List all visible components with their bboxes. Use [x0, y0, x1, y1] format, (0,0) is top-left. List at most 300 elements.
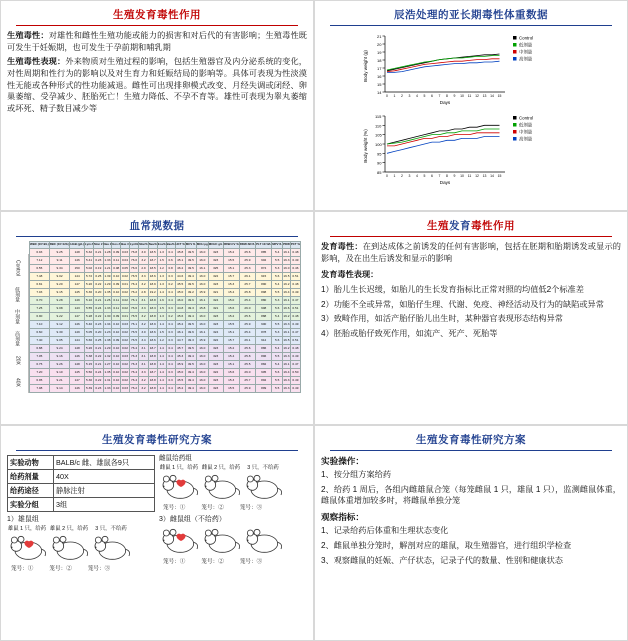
group-label-low: 低剂量	[7, 283, 29, 305]
table-cell: 16.0	[196, 321, 208, 329]
table-cell: 2.8	[139, 289, 149, 297]
table-cell: 0.10	[112, 368, 121, 376]
svg-text:110: 110	[375, 123, 382, 129]
svg-text:16: 16	[377, 74, 382, 79]
cage-label-1: 笼号：①	[163, 505, 186, 512]
cage-label-n2: 笼号：②	[201, 559, 224, 566]
table-cell: 3.2	[139, 376, 149, 384]
table-cell: 15.2	[223, 313, 239, 321]
table-cell: 0.10	[112, 289, 121, 297]
svg-text:12: 12	[475, 94, 479, 98]
table-cell: 0.10	[112, 352, 121, 360]
table-cell: 16.0	[196, 313, 208, 321]
table-cell: 0.3	[166, 305, 175, 313]
table-cell: 9.10	[49, 368, 70, 376]
table-cell: 49.6	[185, 297, 196, 305]
table-cell: 18.8	[148, 376, 157, 384]
table-cell: 0.47	[290, 329, 300, 337]
table-cell: 0.4	[166, 345, 175, 353]
svg-text:Control: Control	[519, 35, 534, 41]
table-cell: 882	[256, 360, 272, 368]
table-cell: 5.41	[84, 257, 93, 265]
table-cell: 0.21	[94, 249, 103, 257]
dev-item-4: 4）胚胎或胎仔致死作用，如流产、死产、死胎等	[321, 328, 498, 338]
text-dev-definition: 在到达成体之前诱发的任何有害影响，包括在胚期和胎期诱发或显示的影响，及在出生后诱发和显示的影响	[321, 242, 621, 263]
paragraph-repro-manifestation	[7, 56, 307, 114]
table-cell: 18.8	[148, 297, 157, 305]
table-cell: 0.49	[290, 352, 300, 360]
table-cell: 3.1	[139, 360, 149, 368]
table-cell: 5.4	[272, 313, 283, 321]
table-cell: 5.50	[84, 368, 93, 376]
slide-title: 生殖发育毒性研究方案	[102, 434, 212, 446]
table-cell: 148	[70, 249, 85, 257]
table-cell: 76.5	[129, 273, 138, 281]
table-cell: 49.4	[185, 368, 196, 376]
row-key-groups: 实验分组	[8, 498, 54, 512]
section-heading-operations: 实验操作：	[321, 456, 364, 466]
slide-title: 辰浩处理的亚长期毒性体重数据	[394, 9, 548, 21]
chart-svg-grams	[355, 30, 587, 108]
table-cell: 0.3	[166, 376, 175, 384]
table-cell: 325	[208, 265, 223, 273]
table-cell: 324	[208, 329, 223, 337]
table-cell: 149	[70, 329, 85, 337]
table-cell: 5.28	[84, 313, 93, 321]
table-cell: 16.5	[283, 337, 291, 345]
table-cell: 5.5	[272, 384, 283, 392]
table-cell: 5.36	[84, 289, 93, 297]
mouse-icon	[49, 533, 89, 563]
svg-text:Body weight (g): Body weight (g)	[363, 50, 368, 82]
svg-text:85: 85	[377, 170, 382, 175]
table-cell: 16.2	[283, 345, 291, 353]
svg-text:95: 95	[377, 151, 382, 157]
svg-text:17: 17	[377, 66, 382, 71]
table-cell: 0.49	[290, 289, 300, 297]
chart-bodyweight-grams	[355, 30, 587, 108]
table-cell: 16.4	[283, 289, 291, 297]
table-cell: 323	[208, 376, 223, 384]
table-cell: 9.05	[49, 337, 70, 345]
group-label-control: Control	[7, 254, 29, 283]
svg-text:14: 14	[377, 90, 382, 95]
table-cell: 0.22	[94, 281, 103, 289]
table-cell: 45.1	[175, 257, 185, 265]
table-cell: 15.2	[223, 345, 239, 353]
table-cell: 15.6	[223, 368, 239, 376]
table-col-header: Mon #	[94, 242, 103, 249]
table-cell: 16.2	[283, 313, 291, 321]
table-cell: 5.5	[272, 352, 283, 360]
slide-study-plan	[0, 425, 314, 641]
table-cell: 26.0	[239, 305, 255, 313]
table-cell: 49.5	[185, 265, 196, 273]
table-cell: 905	[256, 368, 272, 376]
table-cell: 0.48	[290, 345, 300, 353]
operation-item-2: 2、给药 1 周后，各组内雌雄鼠合笼（每笼雌鼠 1 只，雄鼠 1 只），监测雌鼠体重，雌鼠体重增加较多时，将雌鼠单独分笼	[321, 484, 621, 506]
chart-svg-percent	[355, 110, 587, 188]
table-cell: 18.8	[148, 360, 157, 368]
table-cell: 15.7	[223, 337, 239, 345]
table-cell: 25.4	[239, 329, 255, 337]
table-cell: 76.3	[129, 360, 138, 368]
table-cell: 45.5	[175, 281, 185, 289]
table-cell: 76.5	[129, 329, 138, 337]
table-cell: 18.7	[148, 257, 157, 265]
third-group-label: 3）雌鼠组（不给药）	[159, 516, 226, 524]
table-cell: 5.5	[272, 257, 283, 265]
table-cell: 0.49	[290, 321, 300, 329]
table-cell: 1.30	[103, 313, 112, 321]
table-cell: 146	[70, 352, 85, 360]
svg-text:低剂量: 低剂量	[519, 122, 533, 128]
mouse-cell-m3	[91, 526, 131, 567]
svg-text:9: 9	[453, 174, 456, 178]
table-cell: 16.0	[196, 360, 208, 368]
table-cell: 9.20	[49, 281, 70, 289]
table-row	[30, 368, 301, 376]
table-cell: 3.2	[139, 384, 149, 392]
row-key-route: 给药途径	[8, 484, 54, 498]
slide-title: 生殖发育毒性研究方案	[416, 434, 526, 446]
table-cell: 18.6	[148, 273, 157, 281]
table-cell: 0.47	[290, 297, 300, 305]
table-cell: 874	[256, 265, 272, 273]
table-cell: 6.70	[30, 297, 50, 305]
table-cell: 5.3	[272, 265, 283, 273]
svg-text:3: 3	[408, 94, 411, 98]
table-row	[30, 321, 301, 329]
table-cell: 1.39	[103, 273, 112, 281]
table-cell: 322	[208, 273, 223, 281]
svg-text:18: 18	[377, 58, 382, 63]
table-cell: 49.5	[185, 249, 196, 257]
table-cell: 3.2	[139, 321, 149, 329]
table-cell: 5.5	[272, 321, 283, 329]
table-cell: 0.01	[121, 313, 130, 321]
table-cell: 76.4	[129, 376, 138, 384]
table-cell: 1.33	[103, 384, 112, 392]
svg-text:中剂量: 中剂量	[519, 49, 533, 55]
table-cell: 0.23	[94, 384, 103, 392]
table-col-header: Lym%	[129, 242, 138, 249]
slide-title: 血常规数据	[129, 220, 185, 232]
svg-text:0: 0	[386, 174, 388, 178]
table-cell: 9.15	[49, 289, 70, 297]
table-cell: 1.29	[103, 345, 112, 353]
table-cell: 0.3	[166, 368, 175, 376]
table-cell: 1.27	[103, 360, 112, 368]
table-cell: 323	[208, 360, 223, 368]
table-cell: 16.1	[283, 249, 291, 257]
table-cell: 885	[256, 249, 272, 257]
table-cell: 44.8	[175, 305, 185, 313]
cage-label-m2: 笼号：②	[49, 566, 72, 573]
chart-legend-percent	[513, 115, 533, 142]
mouse-icon	[159, 472, 199, 502]
svg-text:12: 12	[475, 174, 479, 178]
cage-label-n1: 笼号：①	[163, 559, 186, 566]
observation-item-2: 2、雌鼠单独分笼时，解剖对应的雄鼠，取生殖器官，进行组织学检查	[321, 540, 572, 550]
table-cell: 6.88	[30, 345, 50, 353]
table-cell: 323	[208, 352, 223, 360]
svg-text:20: 20	[377, 42, 382, 47]
table-cell: 915	[256, 273, 272, 281]
table-cell: 45.0	[175, 289, 185, 297]
svg-text:Body weight (%): Body weight (%)	[363, 129, 368, 163]
table-cell: 5.5	[272, 376, 283, 384]
svg-text:14: 14	[490, 94, 494, 98]
table-cell: 16.3	[283, 257, 291, 265]
table-cell: 1.5	[157, 329, 166, 337]
table-cell: 6.95	[30, 376, 50, 384]
lead-dev-manifestation: 发育毒性表现：	[321, 270, 379, 280]
table-cell: 5.4	[272, 360, 283, 368]
female-dosing-column	[159, 455, 307, 512]
table-cell: 16.3	[283, 352, 291, 360]
table-cell: 6.81	[30, 281, 50, 289]
table-cell: 0.21	[94, 297, 103, 305]
table-cell: 16.0	[196, 249, 208, 257]
table-cell: 1.28	[103, 249, 112, 257]
table-cell: 25.7	[239, 281, 255, 289]
table-col-header: PDW	[283, 242, 291, 249]
table-cell: 0.10	[112, 384, 121, 392]
table-cell: 900	[256, 321, 272, 329]
table-cell: 25.6	[239, 313, 255, 321]
table-cell: 7.05	[30, 352, 50, 360]
table-cell: 1.3	[157, 273, 166, 281]
table-cell: 0.03	[121, 321, 130, 329]
lead-repro-definition: 生殖毒性：	[7, 31, 49, 40]
table-row	[8, 456, 155, 470]
table-cell: 5.39	[84, 384, 93, 392]
table-cell: 5.72	[84, 273, 93, 281]
table-cell: 16.0	[196, 281, 208, 289]
slide-bodyweight-charts	[314, 0, 628, 211]
table-cell: 5.26	[84, 345, 93, 353]
table-cell: 0.8	[166, 265, 175, 273]
female-nodose-column	[159, 512, 307, 573]
svg-text:21: 21	[377, 34, 382, 39]
table-cell: 0.10	[112, 360, 121, 368]
table-cell: 45.7	[175, 345, 185, 353]
male-group-column	[7, 512, 155, 573]
table-cell: 49.5	[185, 321, 196, 329]
table-cell: 0.09	[112, 249, 121, 257]
table-cell: 25.8	[239, 289, 255, 297]
table-cell: 7.08	[30, 384, 50, 392]
table-cell: 145	[70, 368, 85, 376]
table-col-header: Eos%	[157, 242, 166, 249]
table-cell: 0.2	[166, 313, 175, 321]
table-cell: 0.4	[166, 289, 175, 297]
slide-title	[321, 216, 621, 236]
table-cell: 25.9	[239, 257, 255, 265]
table-cell: 9.12	[49, 321, 70, 329]
table-cell: 0.03	[121, 384, 130, 392]
svg-text:100: 100	[375, 142, 382, 147]
table-col-header: MPV fL	[272, 242, 283, 249]
table-cell: 0.10	[112, 321, 121, 329]
table-cell: 1.33	[103, 305, 112, 313]
table-cell: 5.10	[84, 297, 93, 305]
table-cell: 25.8	[239, 352, 255, 360]
table-cell: 18.5	[148, 265, 157, 273]
table-cell: 0.02	[121, 345, 130, 353]
chart-legend-grams	[513, 35, 533, 62]
svg-text:高剂量: 高剂量	[519, 136, 533, 142]
table-cell: 49.4	[185, 352, 196, 360]
slide-repro-toxicity	[0, 0, 314, 211]
table-cell: 146	[70, 384, 85, 392]
table-cell: 45.9	[175, 360, 185, 368]
table-cell: 76.4	[129, 368, 138, 376]
mouse-cell-2	[201, 465, 241, 506]
svg-text:10: 10	[460, 174, 464, 178]
table-cell: 1.4	[157, 321, 166, 329]
table-cell: 1.4	[157, 360, 166, 368]
table-cell: 5.4	[272, 345, 283, 353]
table-cell: 15.1	[223, 329, 239, 337]
table-cell: 16.0	[196, 273, 208, 281]
table-cell: 16.4	[283, 368, 291, 376]
blood-table	[29, 241, 301, 393]
svg-text:1: 1	[393, 174, 396, 178]
mouse-icon	[91, 533, 131, 563]
table-col-header: HGB (g/L)	[70, 242, 85, 249]
table-cell: 149	[70, 297, 85, 305]
mouse-note-2: 雌鼠 2 只，给药	[201, 464, 241, 471]
group-labels	[7, 241, 29, 393]
table-row	[30, 345, 301, 353]
table-cell: 18.8	[148, 384, 157, 392]
table-cell: 9.21	[49, 376, 70, 384]
table-cell: 1.35	[103, 289, 112, 297]
table-cell: 9.14	[49, 384, 70, 392]
table-cell: 1.4	[157, 368, 166, 376]
svg-text:10: 10	[460, 94, 464, 98]
table-cell: 9.22	[49, 313, 70, 321]
table-cell: 5.4	[272, 281, 283, 289]
table-cell: 76.1	[129, 321, 138, 329]
paragraph-dev-definition	[321, 241, 621, 264]
table-cell: 76.2	[129, 289, 138, 297]
table-cell: 1.34	[103, 321, 112, 329]
table-cell: 18.9	[148, 321, 157, 329]
group-label-mid: 中剂量	[7, 305, 29, 327]
table-cell: 15.5	[223, 384, 239, 392]
table-cell: 3.0	[139, 249, 149, 257]
mouse-icon	[159, 526, 199, 556]
table-cell: 9.11	[49, 257, 70, 265]
table-cell: 9.16	[49, 352, 70, 360]
title-divider	[330, 25, 612, 26]
table-row	[30, 352, 301, 360]
table-cell: 892	[256, 376, 272, 384]
table-row	[30, 337, 301, 345]
table-cell: 1.3	[157, 249, 166, 257]
table-col-header: Bas #	[121, 242, 130, 249]
table-cell: 26.1	[239, 337, 255, 345]
svg-text:中剂量: 中剂量	[519, 129, 533, 135]
table-cell: 0.02	[121, 273, 130, 281]
slide-body	[7, 30, 307, 114]
table-cell: 3.3	[139, 368, 149, 376]
table-cell: 0.49	[290, 257, 300, 265]
svg-text:115: 115	[375, 114, 382, 119]
slide-blood-routine	[0, 211, 314, 425]
table-cell: 2.9	[139, 265, 149, 273]
table-cell: 49.3	[185, 337, 196, 345]
table-cell: 9.24	[49, 345, 70, 353]
table-cell: 323	[208, 345, 223, 353]
table-cell: 9.28	[49, 297, 70, 305]
table-row	[30, 289, 301, 297]
table-cell: 0.19	[94, 265, 103, 273]
mouse-cell-n3	[243, 526, 283, 560]
table-cell: 1.33	[103, 257, 112, 265]
mice-row-male	[7, 526, 155, 567]
table-cell: 16.1	[283, 297, 291, 305]
table-col-header: Mon%	[139, 242, 149, 249]
female-group-title: 雌鼠给药组	[159, 455, 192, 462]
table-col-header: HCT %	[175, 242, 185, 249]
table-cell: 323	[208, 384, 223, 392]
mouse-icon	[7, 533, 47, 563]
cage-row-male	[11, 566, 155, 573]
svg-text:19: 19	[377, 50, 382, 55]
table-cell: 0.23	[94, 257, 103, 265]
table-cell: 5.6	[272, 337, 283, 345]
title-divider	[330, 236, 612, 237]
table-cell: 321	[208, 305, 223, 313]
table-cell: 49.2	[185, 289, 196, 297]
table-cell: 5.40	[84, 321, 93, 329]
svg-text:8: 8	[446, 174, 448, 178]
paragraph-repro-definition	[7, 30, 307, 53]
table-cell: 323	[208, 313, 223, 321]
table-cell: 3.1	[139, 345, 149, 353]
table-cell: 1.23	[103, 329, 112, 337]
table-cell: 76.2	[129, 384, 138, 392]
table-cell: 16.0	[283, 265, 291, 273]
table-cell: 5.15	[84, 360, 93, 368]
table-cell: 9.30	[49, 329, 70, 337]
table-cell: 15.7	[223, 273, 239, 281]
slide-body	[321, 241, 621, 339]
table-cell: 3.2	[139, 281, 149, 289]
table-cell: 15.4	[223, 352, 239, 360]
table-col-header: MCH pg	[196, 242, 208, 249]
table-cell: 1.4	[157, 376, 166, 384]
mouse-icon	[201, 526, 241, 556]
table-col-header: MCHC g/L	[208, 242, 223, 249]
table-cell: 45.2	[175, 321, 185, 329]
table-cell: 5.32	[84, 249, 93, 257]
svg-text:11: 11	[467, 94, 472, 98]
table-cell: 0.03	[121, 249, 130, 257]
table-cell: 1.2	[157, 337, 166, 345]
table-cell: 19.2	[148, 289, 157, 297]
table-cell: 0.50	[290, 368, 300, 376]
table-cell: 0.4	[166, 384, 175, 392]
table-cell: 49.5	[185, 360, 196, 368]
row-value-route: 静脉注射	[54, 484, 155, 498]
row-value-animals: BALB/c 雌、雄鼠各9只	[54, 456, 155, 470]
table-cell: 322	[208, 368, 223, 376]
